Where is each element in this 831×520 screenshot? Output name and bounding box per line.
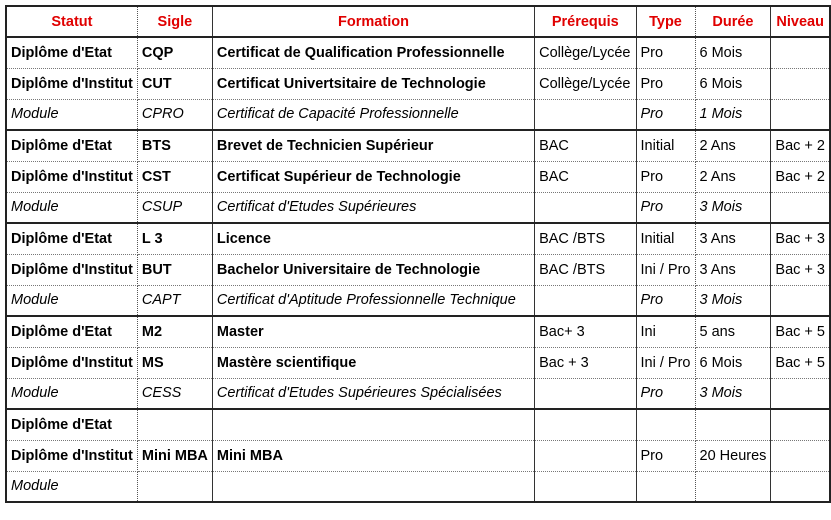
cell-sigle[interactable]: CESS: [137, 378, 212, 409]
cell-duree[interactable]: 1 Mois: [695, 99, 771, 130]
cell-duree[interactable]: 6 Mois: [695, 347, 771, 378]
header-niveau[interactable]: Niveau: [771, 6, 830, 37]
cell-duree[interactable]: 2 Ans: [695, 161, 771, 192]
cell-sigle[interactable]: BTS: [137, 130, 212, 161]
cell-formation[interactable]: Certificat d'Etudes Supérieures: [212, 192, 534, 223]
cell-statut[interactable]: Module: [6, 378, 137, 409]
cell-type[interactable]: Ini: [636, 316, 695, 347]
cell-duree[interactable]: 2 Ans: [695, 130, 771, 161]
cell-type[interactable]: Pro: [636, 68, 695, 99]
cell-statut[interactable]: Module: [6, 192, 137, 223]
table-row: [6, 254, 830, 285]
cell-niveau[interactable]: [771, 440, 830, 471]
cell-prerequis[interactable]: [535, 192, 636, 223]
table-row: [6, 68, 830, 99]
table-row: [6, 347, 830, 378]
cell-niveau[interactable]: Bac + 5: [771, 316, 830, 347]
cell-sigle[interactable]: MS: [137, 347, 212, 378]
cell-prerequis[interactable]: BAC: [535, 161, 636, 192]
cell-formation[interactable]: Certificat de Qualification Professionnelle: [212, 37, 534, 68]
cell-statut[interactable]: Diplôme d'Institut: [6, 440, 137, 471]
cell-formation[interactable]: [212, 409, 534, 440]
cell-type[interactable]: Pro: [636, 440, 695, 471]
table-row: [6, 440, 830, 471]
cell-niveau[interactable]: [771, 285, 830, 316]
header-duree[interactable]: Durée: [695, 6, 771, 37]
cell-niveau[interactable]: Bac + 3: [771, 254, 830, 285]
cell-niveau[interactable]: [771, 99, 830, 130]
cell-niveau[interactable]: [771, 409, 830, 440]
cell-type[interactable]: Pro: [636, 161, 695, 192]
cell-niveau[interactable]: Bac + 5: [771, 347, 830, 378]
header-row: [6, 6, 830, 37]
cell-formation[interactable]: Mastère scientifique: [212, 347, 534, 378]
cell-statut[interactable]: Diplôme d'Etat: [6, 37, 137, 68]
cell-sigle[interactable]: CQP: [137, 37, 212, 68]
cell-niveau[interactable]: [771, 68, 830, 99]
cell-formation[interactable]: Brevet de Technicien Supérieur: [212, 130, 534, 161]
cell-duree[interactable]: 3 Mois: [695, 285, 771, 316]
cell-sigle[interactable]: [137, 409, 212, 440]
cell-statut[interactable]: Module: [6, 471, 137, 502]
cell-type[interactable]: Initial: [636, 223, 695, 254]
table-row: [6, 161, 830, 192]
cell-sigle[interactable]: L 3: [137, 223, 212, 254]
cell-prerequis[interactable]: BAC /BTS: [535, 254, 636, 285]
cell-sigle[interactable]: BUT: [137, 254, 212, 285]
cell-duree[interactable]: 6 Mois: [695, 68, 771, 99]
table-row: [6, 130, 830, 161]
cell-formation[interactable]: Certificat d'Aptitude Professionnelle Technique: [212, 285, 534, 316]
cell-duree[interactable]: 3 Mois: [695, 192, 771, 223]
cell-prerequis[interactable]: [535, 440, 636, 471]
cell-prerequis[interactable]: [535, 285, 636, 316]
table-row: [6, 471, 830, 502]
cell-duree[interactable]: [695, 409, 771, 440]
header-formation[interactable]: Formation: [212, 6, 534, 37]
cell-statut[interactable]: Diplôme d'Etat: [6, 223, 137, 254]
header-statut[interactable]: Statut: [6, 6, 137, 37]
cell-niveau[interactable]: Bac + 2: [771, 130, 830, 161]
cell-type[interactable]: Pro: [636, 378, 695, 409]
cell-formation[interactable]: Master: [212, 316, 534, 347]
cell-sigle[interactable]: CPRO: [137, 99, 212, 130]
cell-prerequis[interactable]: BAC /BTS: [535, 223, 636, 254]
cell-prerequis[interactable]: [535, 409, 636, 440]
cell-statut[interactable]: Diplôme d'Etat: [6, 130, 137, 161]
cell-statut[interactable]: Diplôme d'Etat: [6, 316, 137, 347]
cell-type[interactable]: Pro: [636, 192, 695, 223]
cell-formation[interactable]: Mini MBA: [212, 440, 534, 471]
cell-statut[interactable]: Diplôme d'Etat: [6, 409, 137, 440]
cell-statut[interactable]: Diplôme d'Institut: [6, 161, 137, 192]
cell-statut[interactable]: Diplôme d'Institut: [6, 254, 137, 285]
table-row: [6, 409, 830, 440]
cell-formation[interactable]: Certificat de Capacité Professionnelle: [212, 99, 534, 130]
cell-formation[interactable]: Licence: [212, 223, 534, 254]
cell-statut[interactable]: Diplôme d'Institut: [6, 68, 137, 99]
table-row: [6, 223, 830, 254]
cell-type[interactable]: [636, 471, 695, 502]
cell-prerequis[interactable]: BAC: [535, 130, 636, 161]
cell-niveau[interactable]: Bac + 2: [771, 161, 830, 192]
table-row: [6, 37, 830, 68]
cell-formation[interactable]: Certificat Univertsitaire de Technologie: [212, 68, 534, 99]
cell-niveau[interactable]: [771, 471, 830, 502]
header-prerequis[interactable]: Prérequis: [535, 6, 636, 37]
cell-duree[interactable]: 3 Mois: [695, 378, 771, 409]
cell-prerequis[interactable]: Collège/Lycée: [535, 68, 636, 99]
cell-type[interactable]: Ini / Pro: [636, 347, 695, 378]
cell-sigle[interactable]: M2: [137, 316, 212, 347]
table-row: [6, 378, 830, 409]
cell-formation[interactable]: Bachelor Universitaire de Technologie: [212, 254, 534, 285]
cell-duree[interactable]: [695, 471, 771, 502]
cell-prerequis[interactable]: [535, 471, 636, 502]
header-type[interactable]: Type: [636, 6, 695, 37]
cell-niveau[interactable]: [771, 378, 830, 409]
cell-type[interactable]: Pro: [636, 37, 695, 68]
cell-sigle[interactable]: Mini MBA: [137, 440, 212, 471]
cell-sigle[interactable]: [137, 471, 212, 502]
cell-type[interactable]: Initial: [636, 130, 695, 161]
cell-type[interactable]: Pro: [636, 285, 695, 316]
cell-duree[interactable]: 5 ans: [695, 316, 771, 347]
cell-prerequis[interactable]: Collège/Lycée: [535, 37, 636, 68]
table-row: [6, 99, 830, 130]
cell-type[interactable]: Pro: [636, 99, 695, 130]
cell-duree[interactable]: 3 Ans: [695, 254, 771, 285]
cell-formation[interactable]: Certificat Supérieur de Technologie: [212, 161, 534, 192]
cell-sigle[interactable]: CAPT: [137, 285, 212, 316]
header-sigle[interactable]: Sigle: [137, 6, 212, 37]
cell-duree[interactable]: 3 Ans: [695, 223, 771, 254]
table-body: [6, 37, 830, 502]
cell-niveau[interactable]: Bac + 3: [771, 223, 830, 254]
cell-duree[interactable]: 20 Heures: [695, 440, 771, 471]
cell-type[interactable]: Ini / Pro: [636, 254, 695, 285]
cell-prerequis[interactable]: Bac + 3: [535, 347, 636, 378]
table-row: [6, 285, 830, 316]
cell-duree[interactable]: 6 Mois: [695, 37, 771, 68]
cell-statut[interactable]: Module: [6, 285, 137, 316]
cell-prerequis[interactable]: Bac+ 3: [535, 316, 636, 347]
table-row: [6, 316, 830, 347]
cell-prerequis[interactable]: [535, 378, 636, 409]
cell-statut[interactable]: Diplôme d'Institut: [6, 347, 137, 378]
cell-sigle[interactable]: CSUP: [137, 192, 212, 223]
cell-sigle[interactable]: CST: [137, 161, 212, 192]
table-row: [6, 192, 830, 223]
cell-formation[interactable]: [212, 471, 534, 502]
cell-statut[interactable]: Module: [6, 99, 137, 130]
cell-niveau[interactable]: [771, 192, 830, 223]
cell-prerequis[interactable]: [535, 99, 636, 130]
cell-formation[interactable]: Certificat d'Etudes Supérieures Spécialisées: [212, 378, 534, 409]
formations-table: [5, 5, 831, 503]
cell-niveau[interactable]: [771, 37, 830, 68]
cell-sigle[interactable]: CUT: [137, 68, 212, 99]
cell-type[interactable]: [636, 409, 695, 440]
